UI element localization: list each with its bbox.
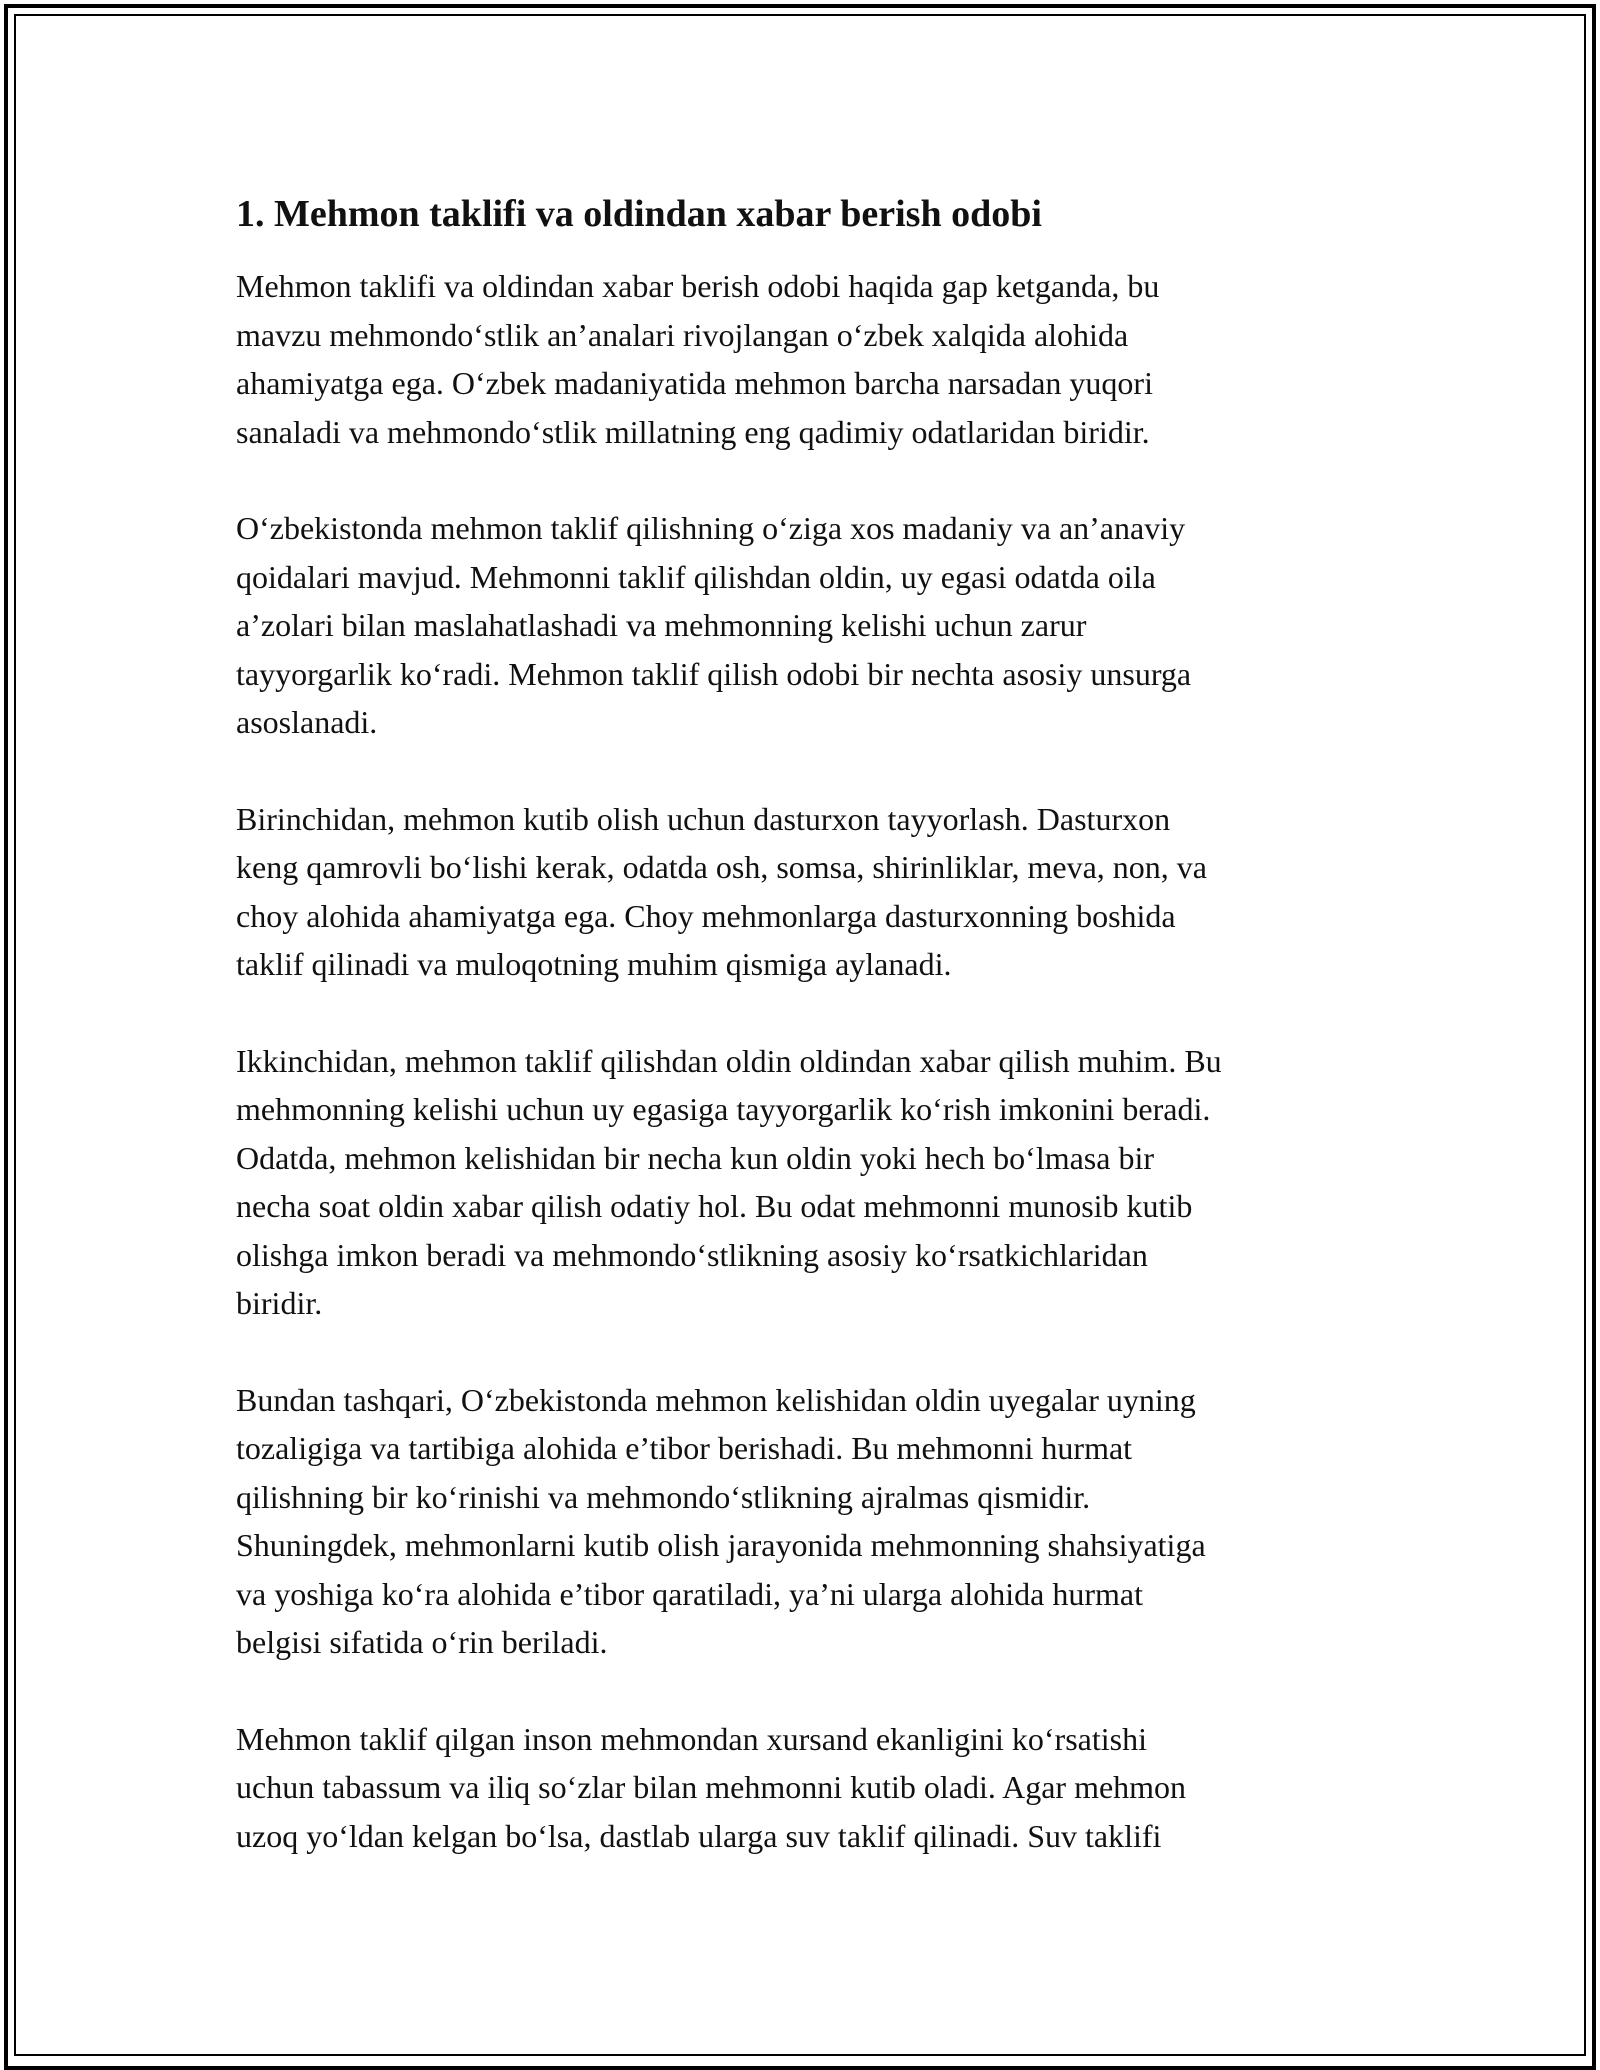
section-heading: 1. Mehmon taklifi va oldindan xabar berish odobi: [236, 193, 1042, 235]
paragraph-5: Bundan tashqari, O‘zbekistonda mehmon kelishidan oldin uyegalar uyning tozaligiga va tartibiga alohida e’tibor berishadi. Bu mehmonni hurmat qilishning bir ko‘rinishi va mehmondo‘stlikning ajralmas qismidir. Shuningdek, mehmonlarni kutib olish jarayonida mehmonning shahsiyatiga va yoshiga ko‘ra alohida e’tibor qaratiladi, ya’ni ularga alohida hurmat belgisi sifatida o‘rin beriladi.: [236, 1381, 1206, 1660]
paragraph-6: Mehmon taklif qilgan inson mehmondan xursand ekanligini ko‘rsatishi uchun tabassum va iliq so‘zlar bilan mehmonni kutib oladi. Agar mehmon uzoq yo‘ldan kelgan bo‘lsa, dastlab ularga suv taklif qilinadi. Suv taklifi: [236, 1720, 1187, 1854]
paragraph-2: O‘zbekistonda mehmon taklif qilishning o‘ziga xos madaniy va an’anaviy qoidalari mavjud. Mehmonni taklif qilishdan oldin, uy egasi odatda oila a’zolari bilan maslahatlashadi va mehmonning kelishi uchun zarur tayyorgarlik ko‘radi. Mehmon taklif qilish odobi bir nechta asosiy unsurga asoslanadi.: [236, 510, 1192, 740]
paragraph-4: Ikkinchidan, mehmon taklif qilishdan oldin oldindan xabar qilish muhim. Bu mehmonning kelishi uchun uy egasiga tayyorgarlik ko‘rish imkonini beradi. Odatda, mehmon kelishidan bir necha kun oldin yoki hech bo‘lmasa bir necha soat oldin xabar qilish odatiy hol. Bu odat mehmonni munosib kutib olishga imkon beradi va mehmondo‘stlikning asosiy ko‘rsatkichlaridan biridir.: [236, 1042, 1222, 1321]
paragraph-1: Mehmon taklifi va oldindan xabar berish odobi haqida gap ketganda, bu mavzu mehmondo‘stlik an’analari rivojlangan o‘zbek xalqida alohida ahamiyatga ega. O‘zbek madaniyatida mehmon barcha narsadan yuqori sanaladi va mehmondo‘stlik millatning eng qadimiy odatlaridan biridir.: [236, 268, 1160, 450]
paragraph-3: Birinchidan, mehmon kutib olish uchun dasturxon tayyorlash. Dasturxon keng qamrovli bo‘lishi kerak, odatda osh, somsa, shirinliklar, meva, non, va choy alohida ahamiyatga ega. Choy mehmonlarga dasturxonning boshida taklif qilinadi va muloqotning muhim qismiga aylanadi.: [236, 800, 1207, 982]
document-body: [236, 186, 1386, 1908]
